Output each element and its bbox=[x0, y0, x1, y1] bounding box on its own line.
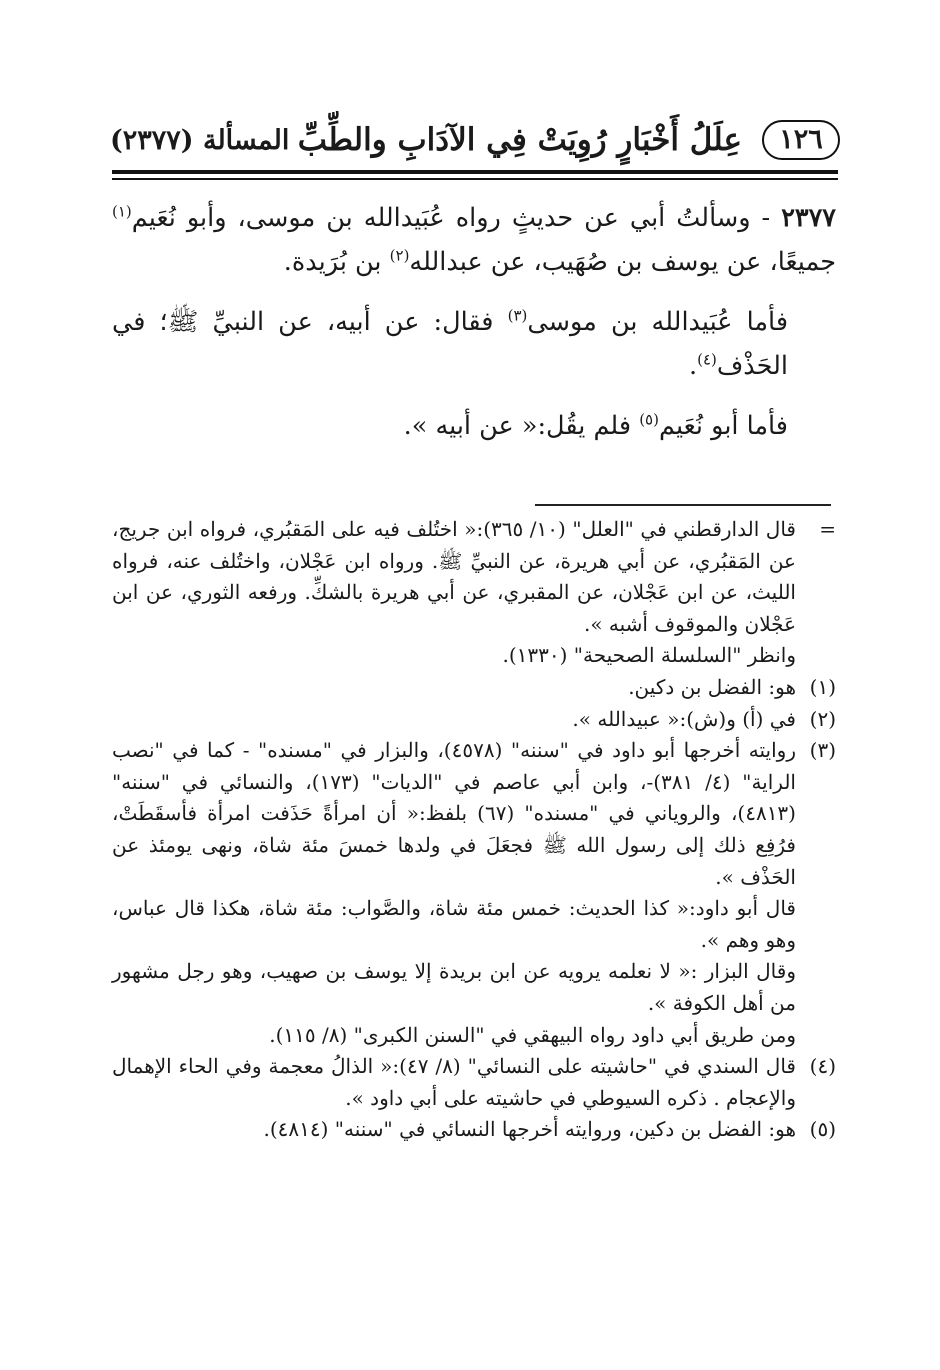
footnote-4 bbox=[112, 1051, 836, 1114]
footnote-separator bbox=[535, 504, 831, 506]
paragraph-ubaydullah bbox=[112, 300, 836, 388]
paragraph-text: جميعًا، عن يوسف بن صُهَيب، عن عبدالله bbox=[409, 247, 836, 277]
footnote-2 bbox=[112, 704, 836, 736]
paragraph-text: - وسألتُ أبي عن حديثٍ رواه عُبَيدالله بن موسى، وأبو نُعَيم bbox=[131, 203, 771, 233]
footnote-ref: (٥) bbox=[639, 410, 659, 429]
footnote-paragraph: قال أبو داود:« كذا الحديث: خمس مئة شاة، والصَّواب: مئة شاة، هكذا قال عباس، وهو وهم ». bbox=[112, 896, 796, 952]
issue-label: المسألة (٢٣٧٧) bbox=[110, 125, 290, 156]
footnote-continuation bbox=[112, 514, 836, 672]
footnote-paragraph: في (أ) و(ش):« عبيدالله ». bbox=[572, 706, 796, 731]
footnote-paragraph: قال السندي في "حاشيته على النسائي" (٨/ ٤٧):« الذالُ معجمة وفي الحاء الإهمال والإعجام . ذكره السيوطي في حاشيته على أبي داود ». bbox=[112, 1054, 796, 1110]
header-rule-thick bbox=[112, 170, 838, 174]
footnote-paragraph: قال الدارقطني في "العلل" (١٠/ ٣٦٥):« اختُلف فيه على المَقبُري، فرواه ابن جريج، عن المَقبُري، عن أبي هريرة، عن النبيِّ ﷺ. ورواه ابن عَجْلان، واختُلف عنه، فرواه الليث، عن ابن عَجْلان، عن المقبري، عن أبي هريرة بالشكِّ. ورفعه الثوري، عن ابن عَجْلان والموقوف أشبه ». bbox=[112, 517, 796, 636]
running-header bbox=[110, 118, 840, 178]
footnote-mark: (٢) bbox=[809, 706, 836, 731]
paragraph-text: فأما عُبَيدالله بن موسى bbox=[527, 307, 789, 337]
footnote-1 bbox=[112, 672, 836, 704]
footnote-paragraph: وقال البزار :« لا نعلمه يرويه عن ابن بريدة إلا يوسف بن صهيب، وهو رجل مشهور من أهل الكوفة ». bbox=[112, 959, 796, 1015]
footnote-ref: (٢) bbox=[389, 246, 410, 265]
header-rule-thin bbox=[112, 178, 838, 180]
footnote-mark: (٥) bbox=[809, 1117, 836, 1142]
issue-number: ٢٣٧٧ bbox=[781, 203, 836, 233]
footnote-paragraph: وانظر "السلسلة الصحيحة" (١٣٣٠). bbox=[502, 643, 796, 668]
paragraph-text: بن بُرَيدة. bbox=[283, 247, 382, 277]
footnote-3 bbox=[112, 735, 836, 1051]
paragraph-question bbox=[112, 196, 836, 284]
page-number-badge: ١٢٦ bbox=[762, 120, 840, 160]
book-title: عِلَلُ أَخْبَارٍ رُوِيَتْ فِي الآدَابِ والطِّبِّ bbox=[297, 122, 742, 158]
paragraph-text: فأما أبو نُعَيم bbox=[658, 411, 788, 441]
footnote-paragraph: هو: الفضل بن دكين، وروايته أخرجها النسائي في "سننه" (٤٨١٤). bbox=[263, 1117, 796, 1142]
footnote-5 bbox=[112, 1114, 836, 1146]
footnote-mark: (٣) bbox=[809, 738, 836, 763]
footnote-paragraph: ومن طريق أبي داود رواه البيهقي في "السنن الكبرى" (٨/ ١١٥). bbox=[269, 1022, 796, 1047]
paragraph-text: . bbox=[688, 351, 698, 381]
footnote-mark: (١) bbox=[809, 674, 836, 699]
footnote-mark: (٤) bbox=[809, 1054, 836, 1079]
paragraph-abu-nuaym bbox=[112, 404, 836, 448]
footnote-paragraph: هو: الفضل بن دكين. bbox=[628, 674, 796, 699]
continuation-mark: = bbox=[819, 517, 836, 541]
footnote-ref: (٣) bbox=[507, 306, 528, 325]
footnote-paragraph: روايته أخرجها أبو داود في "سننه" (٤٥٧٨)، والبزار في "مسنده" - كما في "نصب الراية" (٤/ ٣٨١)-، وابن أبي عاصم في "الديات" (١٧٣)، والنسائي في "سننه" (٤٨١٣)، والروياني في "مسنده" (٦٧) بلفظ:« أن امرأةً حَذَفت امرأة فأسقَطَتْ، فرُفِع ذلك إلى رسول الله ﷺ فجعَلَ في ولدها خمسَ مئة شاة، ونهى يومئذ عن الحَذْف ». bbox=[112, 738, 796, 889]
footnotes bbox=[112, 514, 836, 1146]
footnote-ref: (١) bbox=[112, 202, 132, 221]
paragraph-text: فلم يقُل:« عن أبيه ». bbox=[403, 411, 632, 441]
paragraph-text: فقال: عن أبيه، عن النبيِّ ﷺ؛ في الحَذْف bbox=[112, 307, 788, 381]
footnote-ref: (٤) bbox=[697, 350, 717, 369]
main-text bbox=[112, 196, 836, 464]
